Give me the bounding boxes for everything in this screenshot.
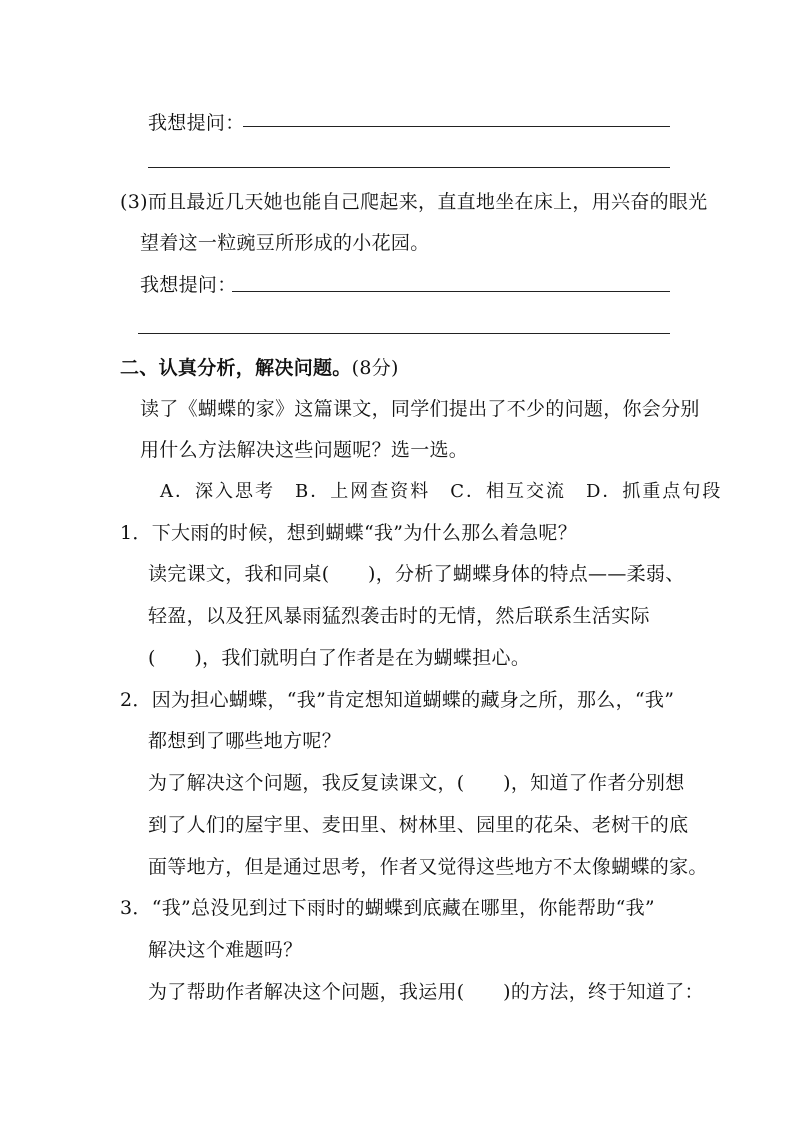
section2-score: (8分): [351, 357, 399, 379]
answer-line-2b[interactable]: [138, 333, 670, 334]
method-options: A．深入思考 B．上网查资料 C．相互交流 D．抓重点句段: [160, 481, 723, 502]
question-2-answer-line2: 到了人们的屋宇里、麦田里、树林里、园里的花朵、老树干的底: [148, 814, 689, 836]
question-2-line1: 2．因为担心蝴蝶，“我”肯定想知道蝴蝶的藏身之所，那么，“我”: [120, 689, 675, 711]
section2-intro-line1: 读了《蝴蝶的家》这篇课文，同学们提出了不少的问题，你会分别: [140, 398, 700, 420]
question-1-answer-line3: ( )，我们就明白了作者是在为蝴蝶担心。: [148, 647, 531, 669]
question-3-answer-line1: 为了帮助作者解决这个问题，我运用( )的方法，终于知道了：: [148, 981, 704, 1003]
question-3-line2: 解决这个难题吗？: [148, 939, 303, 961]
section2-intro-line2: 用什么方法解决这些问题呢？选一选。: [140, 439, 469, 461]
question-3-line1: 3．“我”总没见到过下雨时的蝴蝶到底藏在哪里，你能帮助“我”: [120, 897, 655, 919]
answer-line-1b[interactable]: [148, 167, 670, 168]
answer-line-1a[interactable]: [243, 126, 670, 127]
question-1-answer-line1: 读完课文，我和同桌( )，分析了蝴蝶身体的特点——柔弱、: [148, 563, 685, 585]
item3-line1: (3)而且最近几天她也能自己爬起来，直直地坐在床上，用兴奋的眼光: [120, 191, 708, 213]
ask-label-1: 我想提问：: [148, 112, 245, 134]
item3-line2: 望着这一粒豌豆所形成的小花园。: [140, 232, 430, 254]
question-1: 1．下大雨的时候，想到蝴蝶“我”为什么那么着急呢？: [120, 522, 578, 544]
question-2-answer-line3: 面等地方，但是通过思考，作者又觉得这些地方不太像蝴蝶的家。: [148, 856, 708, 878]
question-2-answer-line1: 为了解决这个问题，我反复读课文，( )，知道了作者分别想: [148, 772, 685, 794]
question-2-line2: 都想到了哪些地方呢？: [148, 730, 342, 752]
ask-label-2: 我想提问：: [140, 274, 237, 296]
answer-line-2a[interactable]: [232, 291, 670, 292]
section2-heading-row: [120, 356, 399, 380]
question-1-answer-line2: 轻盈，以及狂风暴雨猛烈袭击时的无情，然后联系生活实际: [148, 605, 650, 627]
section2-heading: 二、认真分析，解决问题。: [120, 357, 352, 379]
